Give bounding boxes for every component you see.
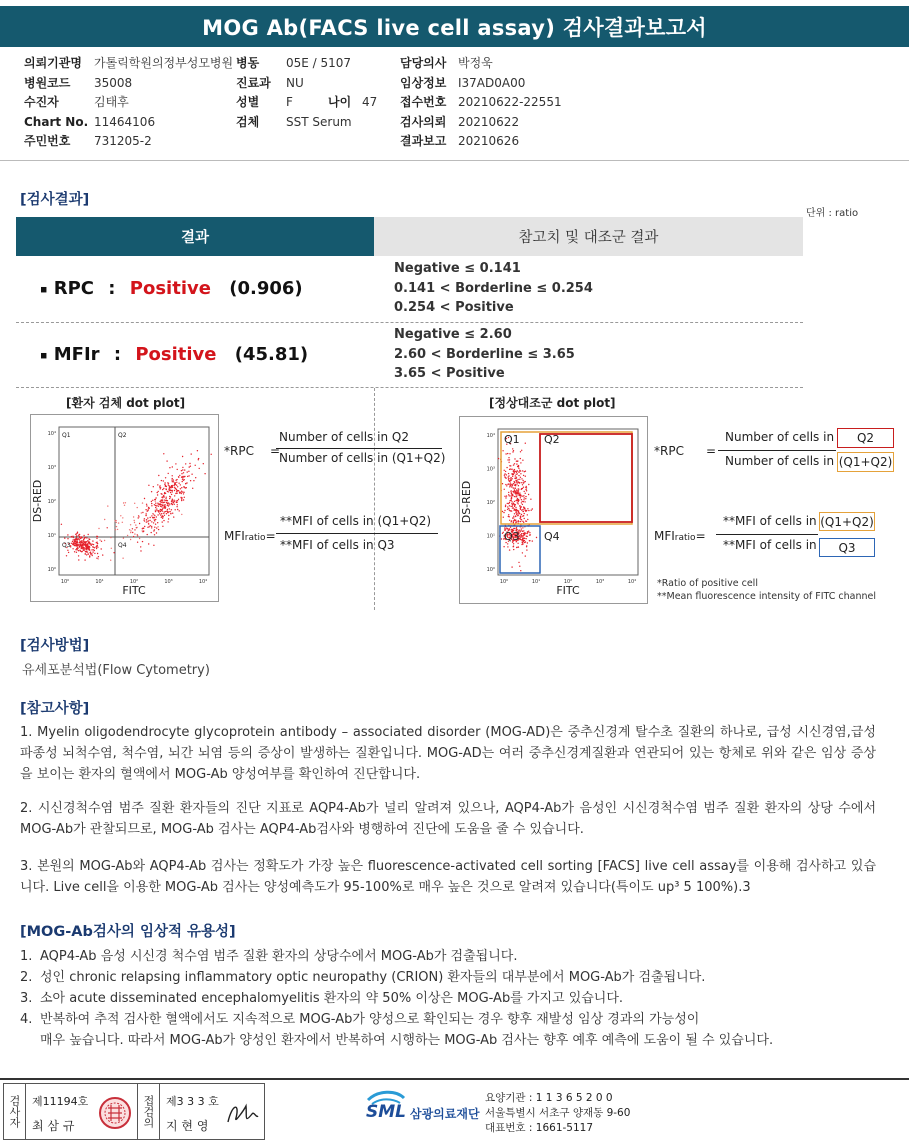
mfir-result <box>40 344 308 365</box>
q1q2-box: (Q1+Q2) <box>837 452 894 472</box>
patient-dot-plot <box>30 414 219 602</box>
mfi-label-sub: ratio <box>674 533 696 543</box>
org-name: 삼광의료재단 <box>410 1106 480 1121</box>
quadrant-label: Q3 <box>62 542 71 549</box>
quadrant-label: Q3 <box>504 530 520 543</box>
y-axis-label: DS-RED <box>31 479 44 523</box>
list-item: 매우 높습니다. 따라서 MOG-Ab가 양성인 환자에서 반복하여 시행하는 MOG-Ab 검사는 향후 예후 예측에 도움이 될 수 있습니다. <box>40 1033 774 1048</box>
rpc-numerator: Number of cells in Q2 <box>279 430 409 444</box>
info-row-ward: 병동 05E / 5107 <box>236 56 352 70</box>
x-tick-label: 10² <box>563 579 573 585</box>
mfir-value: (45.81) <box>234 344 309 365</box>
y-tick-label: 10² <box>486 500 495 506</box>
rpc-value: (0.906) <box>229 278 303 299</box>
y-tick-label: 10⁴ <box>47 431 56 437</box>
x-tick-label: 10¹ <box>95 579 104 585</box>
x-tick-label: 10³ <box>595 579 605 585</box>
approver-cell <box>160 1084 264 1139</box>
y-tick-label: 10³ <box>47 465 56 471</box>
rpc-name: RPC <box>53 278 95 299</box>
rpc-status: Positive <box>129 278 211 299</box>
result-column-header: 결과 <box>16 217 374 256</box>
control-dot-plot <box>459 416 648 604</box>
info-divider <box>0 160 909 161</box>
mfir-reference <box>394 325 575 384</box>
note-paragraph-1: 1. Myelin oligodendrocyte glycoprotein antibody – associated disorder (MOG-AD)은 중추신경계 탈수초 질환의 하나로, 급성 시신경염,급성파종성 뇌척수염, 척수염, 뇌간 뇌염 등의 증상이 발생하는 질환입니다. MOG-AD는 여러 중추신경계질환과 연관되어 있는 항체로 위와 같은 임상 증상을 보이는 환자의 혈액에서 MOG-Ab 양성여부를 확인하여 진단합니다. <box>20 725 876 782</box>
quadrant-label: Q1 <box>62 432 71 439</box>
mfi-denominator-text: **MFI of cells in <box>723 538 817 552</box>
rpc-ref-negative: Negative ≤ 0.141 <box>394 261 521 276</box>
x-tick-label: 10² <box>129 579 139 585</box>
mfir-ref-borderline: 2.60 < Borderline ≤ 3.65 <box>394 346 575 362</box>
note-paragraph-3: 3. 본원의 MOG-Ab와 AQP4-Ab 검사는 정확도가 가장 높은 fluorescence-activated cell sorting [FACS] live cell assay를 이용해 검사하고 있습니다. Live cell을 이용한 MOG-Ab 검사는 양성예측도가 95-100%로 매우 높은 것으로 알려져 있습니다(특이도 up³ 5 100%).3 <box>20 859 876 895</box>
x-tick-label: 10¹ <box>531 579 541 585</box>
mfi-label-text: MFI <box>224 529 245 543</box>
q2-box: Q2 <box>837 428 894 448</box>
info-row-accession: 접수번호 20210622-22551 <box>400 95 562 109</box>
plot-frame <box>59 427 209 575</box>
list-item: 3. 소아 acute disseminated encephalomyelitis 환자의 약 50% 이상은 MOG-Ab를 가지고 있습니다. <box>20 991 624 1006</box>
x-axis-label: FITC <box>122 584 146 597</box>
mfir-name: MFIr <box>53 344 100 365</box>
equals-sign: = <box>270 444 281 458</box>
inspector-cell <box>26 1084 138 1139</box>
signature-icon <box>222 1096 262 1130</box>
footnote-mfi: **Mean fluorescence intensity of FITC channel <box>657 591 877 602</box>
list-item: 4. 반복하여 추적 검사한 혈액에서도 지속적으로 MOG-Ab가 양성으로 확인되는 경우 향후 재발성 임상 경과의 가능성이 <box>20 1012 700 1027</box>
clinical-list <box>20 946 890 1051</box>
rpc-numerator-text: Number of cells in <box>725 430 835 444</box>
equals-sign: = <box>706 444 717 458</box>
org-address: 서울특별시 서초구 양재동 9-60 <box>485 1107 631 1119</box>
info-row-doctor: 담당의사 박정욱 <box>400 56 493 70</box>
plot-divider <box>374 388 375 610</box>
footer-divider <box>0 1078 909 1080</box>
y-axis-label: DS-RED <box>460 480 473 524</box>
rpc-reference <box>394 259 593 318</box>
rpc-ref-positive: 0.254 < Positive <box>394 300 514 316</box>
x-tick-label: 10³ <box>164 579 173 585</box>
mfi-label-sub: ratio <box>244 533 266 543</box>
mfi-formula-label <box>654 529 706 543</box>
control-scatter-svg <box>460 417 647 603</box>
quadrant-label: Q2 <box>544 433 560 446</box>
approver-label: 접검의 <box>138 1084 160 1139</box>
fraction-line <box>276 448 442 449</box>
info-row-sex: 성별 F 나이 47 <box>236 95 378 109</box>
quadrant-label: Q1 <box>504 433 520 446</box>
notes-section-title: [참고사항] <box>20 701 90 717</box>
mfir-colon: : <box>113 344 122 365</box>
y-tick-label: 10² <box>47 499 56 505</box>
x-tick-label: 10⁰ <box>499 579 509 585</box>
mfir-ref-positive: 3.65 < Positive <box>394 366 505 382</box>
info-row-clinical: 임상정보 I37AD0A00 <box>400 75 526 90</box>
mfir-status: Positive <box>135 344 217 365</box>
y-tick-label: 10⁴ <box>486 433 495 439</box>
mfir-ref-negative: Negative ≤ 2.60 <box>394 327 512 342</box>
info-row-specimen: 검체 SST Serum <box>236 114 352 129</box>
info-column-3 <box>400 54 562 152</box>
note-paragraph-2: 2. 시신경척수염 범주 질환 환자들의 진단 지표로 AQP4-Ab가 널리 알려져 있으나, AQP4-Ab가 음성인 시신경척수염 범주 질환 환자의 상당 수에서 MOG-Ab가 관찰되므로, MOG-Ab 검사는 AQP4-Ab검사와 병행하여 진단에 도움을 줄 수 있습니다. <box>20 801 876 837</box>
rpc-ref-borderline: 0.141 < Borderline ≤ 0.254 <box>394 280 593 296</box>
x-tick-label: 10⁴ <box>198 579 208 585</box>
info-row-dept: 진료과 NU <box>236 75 304 90</box>
list-item: 2. 성인 chronic relapsing inflammatory optic neuropathy (CRION) 환자들의 대부분에서 MOG-Ab가 검출됩니다. <box>20 970 706 985</box>
x-tick-label: 10⁰ <box>60 579 70 585</box>
footnote-rpc: *Ratio of positive cell <box>657 578 758 589</box>
y-tick-label: 10³ <box>486 466 495 473</box>
rpc-formula-label: *RPC <box>654 444 684 458</box>
patient-plot-title: [환자 검체 dot plot] <box>66 396 186 410</box>
results-section-title: [검사결과] <box>20 192 90 208</box>
info-row-request: 검사의뢰 20210622 <box>400 114 520 129</box>
clinical-section-title: [MOG-Ab검사의 임상적 유용성] <box>20 924 236 940</box>
mfi-formula-label <box>224 529 276 543</box>
info-row-id: 주민번호 731205-2 <box>24 134 152 148</box>
fraction-line <box>718 450 836 451</box>
rpc-denominator-text: Number of cells in <box>725 454 835 468</box>
mfi-numerator-text: **MFI of cells in <box>723 514 817 528</box>
fraction-line <box>276 533 438 534</box>
bullet-icon: ▪ <box>40 282 48 296</box>
signature-box <box>3 1083 265 1140</box>
org-logo <box>366 1090 480 1122</box>
y-tick-label: 10⁰ <box>47 567 56 573</box>
mfi-denominator: **MFI of cells in Q3 <box>280 538 395 552</box>
reference-column-header: 참고치 및 대조군 결과 <box>374 217 803 256</box>
patient-scatter-svg <box>31 415 218 601</box>
quadrant-label: Q4 <box>544 530 560 543</box>
quadrant-label: Q2 <box>118 432 127 439</box>
info-column-1 <box>24 54 233 152</box>
info-column-2 <box>236 54 377 132</box>
rpc-formula-label: *RPC <box>224 444 254 458</box>
equals-sign: = <box>265 529 276 543</box>
org-phone: 대표번호 : 1661-5117 <box>485 1122 594 1134</box>
seal-stamp-icon <box>98 1096 132 1130</box>
rpc-result <box>40 278 303 299</box>
info-row-code: 병원코드 35008 <box>24 75 133 90</box>
row-divider <box>16 387 803 388</box>
info-row-report: 결과보고 20210626 <box>400 134 520 148</box>
q3-box: Q3 <box>819 538 875 557</box>
x-axis-label: FITC <box>556 584 580 597</box>
inspector-label: 검사자 <box>4 1084 26 1139</box>
info-row-patient: 수진자 김태후 <box>24 95 129 109</box>
bullet-icon: ▪ <box>40 348 48 362</box>
logo-text: SML <box>366 1102 406 1122</box>
report-title: MOG Ab(FACS live cell assay) 검사결과보고서 <box>0 6 909 47</box>
fraction-line <box>716 534 818 535</box>
mfi-numerator: **MFI of cells in (Q1+Q2) <box>280 514 432 528</box>
control-plot-title: [정상대조군 dot plot] <box>489 396 616 410</box>
inspector-name: 최 삼 규 <box>32 1119 75 1133</box>
rpc-denominator: Number of cells in (Q1+Q2) <box>279 451 446 465</box>
method-text: 유세포분석법(Flow Cytometry) <box>22 663 210 678</box>
equals-sign: = <box>695 529 706 543</box>
list-item: 1. AQP4-Ab 음성 시신경 척수염 범주 질환 환자의 상당수에서 MOG-Ab가 검출됩니다. <box>20 949 518 964</box>
org-code: 요양기관 : 1 1 3 6 5 2 0 0 <box>485 1092 613 1104</box>
inspector-no: 제11194호 <box>32 1095 89 1108</box>
org-details <box>485 1091 630 1136</box>
y-tick-label: 10⁰ <box>486 567 495 573</box>
method-section-title: [검사방법] <box>20 638 90 654</box>
approver-no: 제3 3 3 호 <box>166 1095 219 1108</box>
info-row-chart: Chart No. 11464106 <box>24 114 156 129</box>
unit-label: 단위 : ratio <box>806 208 859 219</box>
approver-name: 지 현 영 <box>166 1119 209 1133</box>
quadrant-label: Q4 <box>118 542 127 549</box>
info-row-hospital: 의뢰기관명 가톨릭학원의정부성모병원 <box>24 56 234 70</box>
y-tick-label: 10¹ <box>486 533 495 540</box>
mfi-label-text: MFI <box>654 529 675 543</box>
y-tick-label: 10¹ <box>47 533 56 539</box>
x-tick-label: 10⁴ <box>627 579 637 585</box>
q1q2-box: (Q1+Q2) <box>819 512 875 531</box>
row-divider <box>16 322 803 323</box>
rpc-colon: : <box>108 278 116 299</box>
